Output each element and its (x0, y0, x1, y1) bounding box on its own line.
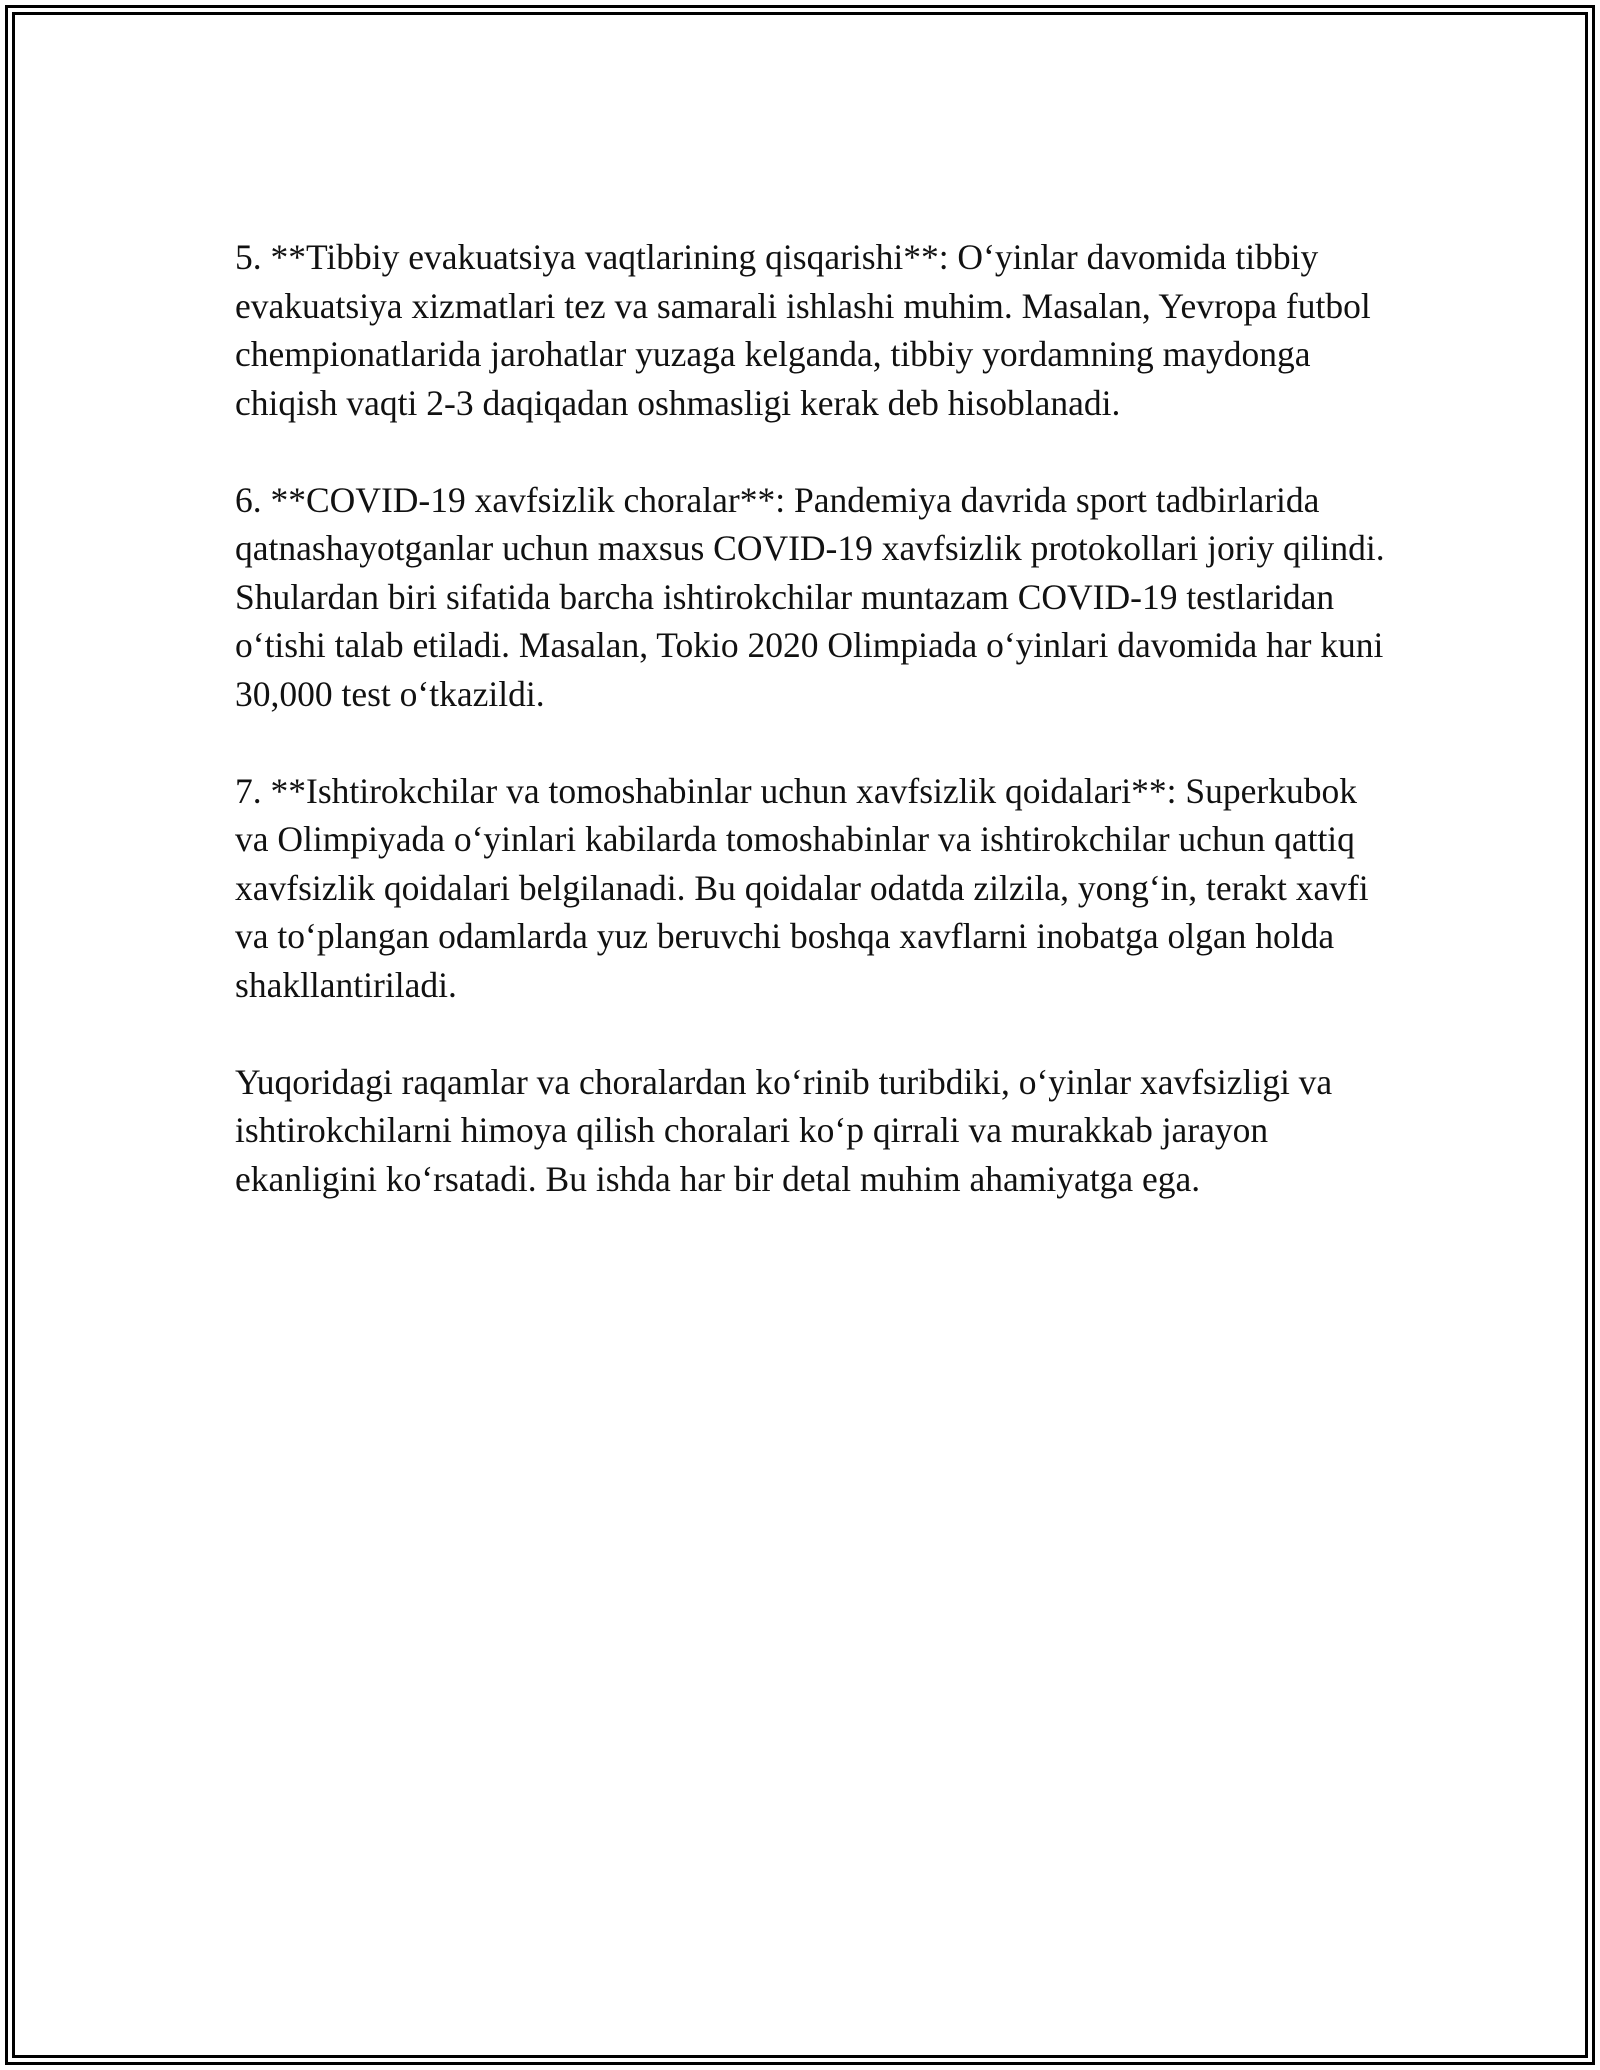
document-body (235, 233, 1395, 1203)
paragraph-safety-rules: 7. **Ishtirokchilar va tomoshabinlar uchun xavfsizlik qoidalari**: Superkubok va Olimpiyada o‘yinlari kabilarda tomoshabinlar va ishtirokchilar uchun qattiq xavfsizlik qoidalari belgilanadi. Bu qoidalar odatda zilzila, yong‘in, terakt xavfi va to‘plangan odamlarda yuz beruvchi boshqa xavflarni inobatga olgan holda shakllantiriladi. (235, 770, 1369, 1005)
paragraph-covid-measures: 6. **COVID-19 xavfsizlik choralar**: Pandemiya davrida sport tadbirlarida qatnashayotganlar uchun maxsus COVID-19 xavfsizlik protokollari joriy qilindi. Shulardan biri sifatida barcha ishtirokchilar muntazam COVID-19 testlaridan o‘tishi talab etiladi. Masalan, Tokio 2020 Olimpiada o‘yinlari davomida har kuni 30,000 test o‘tkazildi. (235, 479, 1385, 714)
paragraph-conclusion: Yuqoridagi raqamlar va choralardan ko‘rinib turibdiki, o‘yinlar xavfsizligi va ishtirokchilarni himoya qilish choralari ko‘p qirrali va murakkab jarayon ekanligini ko‘rsatadi. Bu ishda har bir detal muhim ahamiyatga ega. (235, 1061, 1333, 1199)
paragraph-medical-evacuation: 5. **Tibbiy evakuatsiya vaqtlarining qisqarishi**: O‘yinlar davomida tibbiy evakuatsiya xizmatlari tez va samarali ishlashi muhim. Masalan, Yevropa futbol chempionatlarida jarohatlar yuzaga kelganda, tibbiy yordamning maydonga chiqish vaqti 2-3 daqiqadan oshmasligi kerak deb hisoblanadi. (235, 237, 1371, 423)
